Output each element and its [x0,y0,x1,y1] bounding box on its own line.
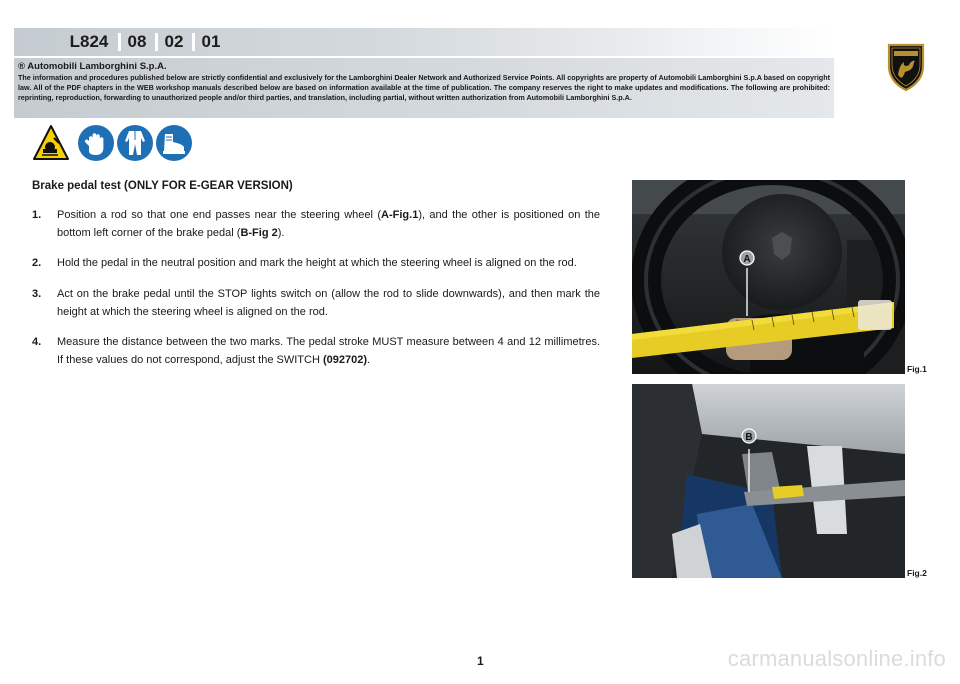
copyright-text: The information and procedures published below are strictly confidential and exclusively for the Lamborghini Dealer Network and Authorized Service Points. All copyrights are property of Automobili Lamborghini S.p.A based on copyright law. All of the PDF chapters in the WEB workshop manuals described below are based on information available at the time of publication. The company reserves the right to make updates and modifications. The following are prohibited: reprinting, reproduction, forwarding to unauthorized people and/or third parties, and translation, including partial, without written authorization from Automobili Lamborghini S.p.A. [18,73,830,103]
step-text-part: . [367,354,371,366]
copyright-notice [14,58,834,118]
procedure-step [32,333,600,369]
subgroup-code: 02 [164,32,184,51]
step-number: 4. [32,336,42,348]
watermark: carmanualsonline.info [727,646,946,671]
protective-gloves-icon [77,124,115,162]
step-text-part: ), and the other is positioned on the bottom left corner of the brake pedal ( [57,209,600,239]
callout-b: B [745,432,753,443]
model-code: L824 [69,32,109,51]
step-text: Hold the pedal in the neutral position and mark the height at which the steering wheel is aligned on the rod. [57,257,577,269]
figure-reference: B-Fig 2 [240,227,278,239]
step-text-part: ). [277,227,285,239]
procedure-step [32,254,600,272]
procedure-step [32,285,600,321]
figure-reference: A-Fig.1 [381,209,419,221]
steering-wheel-photo [632,180,905,374]
figure-label: Fig.2 [907,568,927,578]
code-separator [118,33,121,51]
step-number: 3. [32,288,42,300]
section-code: 01 [201,32,221,51]
hand-crush-warning-icon [32,124,70,162]
figure-label: Fig.1 [907,364,927,374]
step-text-part: Position a rod so that one end passes near the steering wheel ( [57,209,382,221]
step-number: 2. [32,257,42,269]
step-text-part: Measure the distance between the two marks. The pedal stroke MUST measure between 4 and 12 millimetres. If these values do not correspond, adjust the SWITCH [57,336,600,366]
step-number: 1. [32,209,42,221]
brake-pedal-photo [632,384,905,578]
safety-shoes-icon [155,124,193,162]
lamborghini-logo [886,42,926,92]
component-code: (092702) [322,354,368,366]
code-separator [155,33,158,51]
copyright-title: ® Automobili Lamborghini S.p.A. [18,61,167,72]
group-code: 08 [127,32,147,51]
procedure-heading: Brake pedal test (ONLY FOR E-GEAR VERSION) [32,180,293,192]
procedure-step [32,206,600,242]
page-number: 1 [477,654,484,668]
step-text [57,206,600,242]
code-separator [192,33,195,51]
step-text [57,333,600,369]
protective-overalls-icon [116,124,154,162]
step-text: Act on the brake pedal until the STOP lights switch on (allow the rod to slide downwards), and then mark the height at which the steering wheel is aligned on the rod. [57,288,600,318]
document-code-bar [14,28,834,56]
callout-a: A [743,254,751,265]
